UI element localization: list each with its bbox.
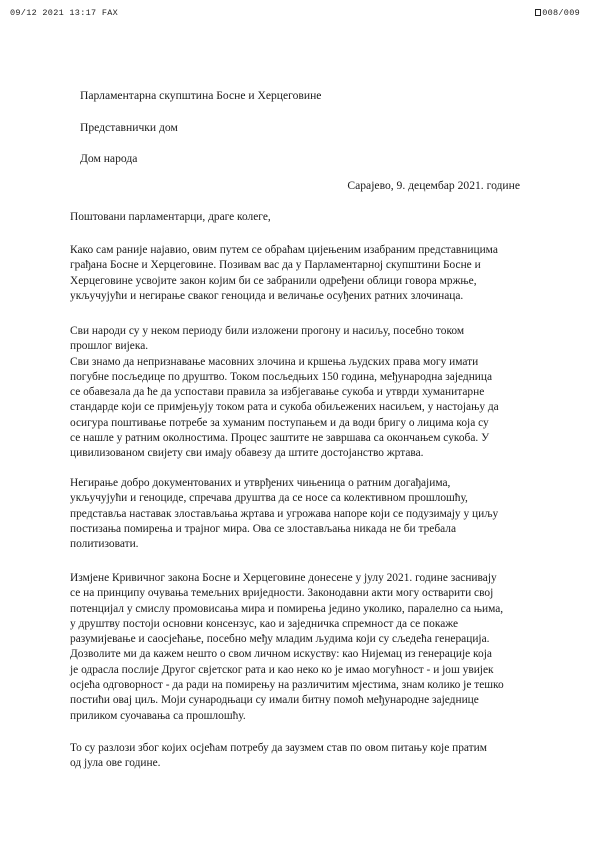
fax-page-label: 008/009: [542, 8, 580, 18]
text-line: стандарде који се примјењују током рата и сукоба обиљежених насиљем, у настојању да: [70, 401, 499, 414]
text-line: грађана Босне и Херцеговине. Позивам вас да у Парламентарној скупштини Босне и: [70, 259, 481, 272]
text-line: потенцијал у смислу промовисања мира и помирења једино уколико, паралелно са њима,: [70, 602, 504, 615]
text-line: разумијевање и саосјећање, посебно међу младим људима који су сљедећа генерација.: [70, 633, 490, 646]
text-line: прошлог вијека.: [70, 340, 149, 353]
text-line: се обавезала да ће да успостави правила за избјегавање сукоба и утврди хуманитарне: [70, 386, 485, 399]
paragraph-4: [70, 571, 522, 724]
salutation-line: Поштовани парламентарци, драге колеге,: [70, 211, 271, 223]
text-line: цивилизованом свијету сви имају обавезу да штите достојанство жртава.: [70, 447, 424, 460]
text-line: укључујући и геноциде, спречава друштва да се носе са колективном прошлошћу,: [70, 492, 468, 505]
text-line: се на принципу очувања темељних вриједности. Законодавни акти могу остварити свој: [70, 587, 494, 600]
text-line: политизовати.: [70, 538, 139, 551]
recipient-parliament: Парламентарна скупштина Босне и Херцеговине: [80, 89, 322, 102]
text-line: је одрасла послије Другог свјетског рата и као неко ко је имао могућност - и још увијек: [70, 663, 494, 676]
text-line: Негирање добро документованих и утврђених чињеница о ратним догађајима,: [70, 477, 451, 489]
page-icon: [535, 9, 541, 16]
paragraph-2: [70, 324, 522, 462]
fax-page-number: [535, 8, 580, 18]
text-line: представља наставак злостављања жртава и угрожава напоре који се подузимају у циљу: [70, 507, 499, 520]
text-line: укључујући и негирање сваког геноцида и величање осуђених ратних злочинаца.: [70, 289, 464, 302]
text-line: погубне посљедице по друштво. Током посљедњих 150 година, међународна заједница: [70, 370, 493, 383]
text-line: постићи овај циљ. Моји сународњаци су имали битну помоћ међународне заједнице: [70, 694, 479, 707]
text-line: Како сам раније најавио, овим путем се обраћам цијењеним изабраним представницима: [70, 244, 498, 256]
paragraph-3: [70, 476, 522, 552]
date-line: Сарајево, 9. децембар 2021. године: [347, 179, 520, 192]
fax-header: [0, 8, 600, 20]
recipient-house-of-peoples: Дом народа: [80, 152, 138, 165]
text-line: Херцеговине усвојите закон којим би се забранили одређени облици говора мржње,: [70, 274, 477, 287]
text-line: Сви знамо да непризнавање масовних злочина и кршења људских права могу имати: [70, 355, 479, 368]
text-line: постизања помирења и трајног мира. Ова се злостављања никада не би требала: [70, 522, 457, 535]
text-line: осигура поштивање потребе за хуманим поступањем и да води бригу о лицима која су: [70, 416, 489, 429]
text-line: Измјене Кривичног закона Босне и Херцеговине донесене у јулу 2021. године заснивају: [70, 572, 497, 584]
text-line: приликом суочавања са прошлошћу.: [70, 709, 246, 722]
text-line: се нашле у ратним околностима. Процес заштите не завршава са окончањем сукоба. У: [70, 432, 490, 445]
salutation: [70, 210, 522, 225]
text-line: осјећа одговорност - да ради на помирењу на различитим мјестима, знам колико је тешко: [70, 679, 504, 692]
recipient-house-of-representatives: Представнички дом: [80, 121, 178, 134]
text-line: Сви народи су у неком периоду били изложени прогону и насиљу, посебно током: [70, 325, 465, 337]
text-line: од јула ове године.: [70, 757, 161, 770]
text-line: Дозволите ми да кажем нешто о свом личном искуству: као Нијемац из генерације која: [70, 648, 492, 661]
paragraph-5: [70, 741, 522, 772]
text-line: То су разлози због којих осјећам потребу да заузмем став по овом питању које пратим: [70, 742, 487, 754]
paragraph-1: [70, 243, 522, 304]
fax-datetime: 09/12 2021 13:17 FAX: [10, 8, 119, 18]
text-line: у друштву постоји основни консензус, као и заједничка спремност да се покаже: [70, 617, 459, 630]
